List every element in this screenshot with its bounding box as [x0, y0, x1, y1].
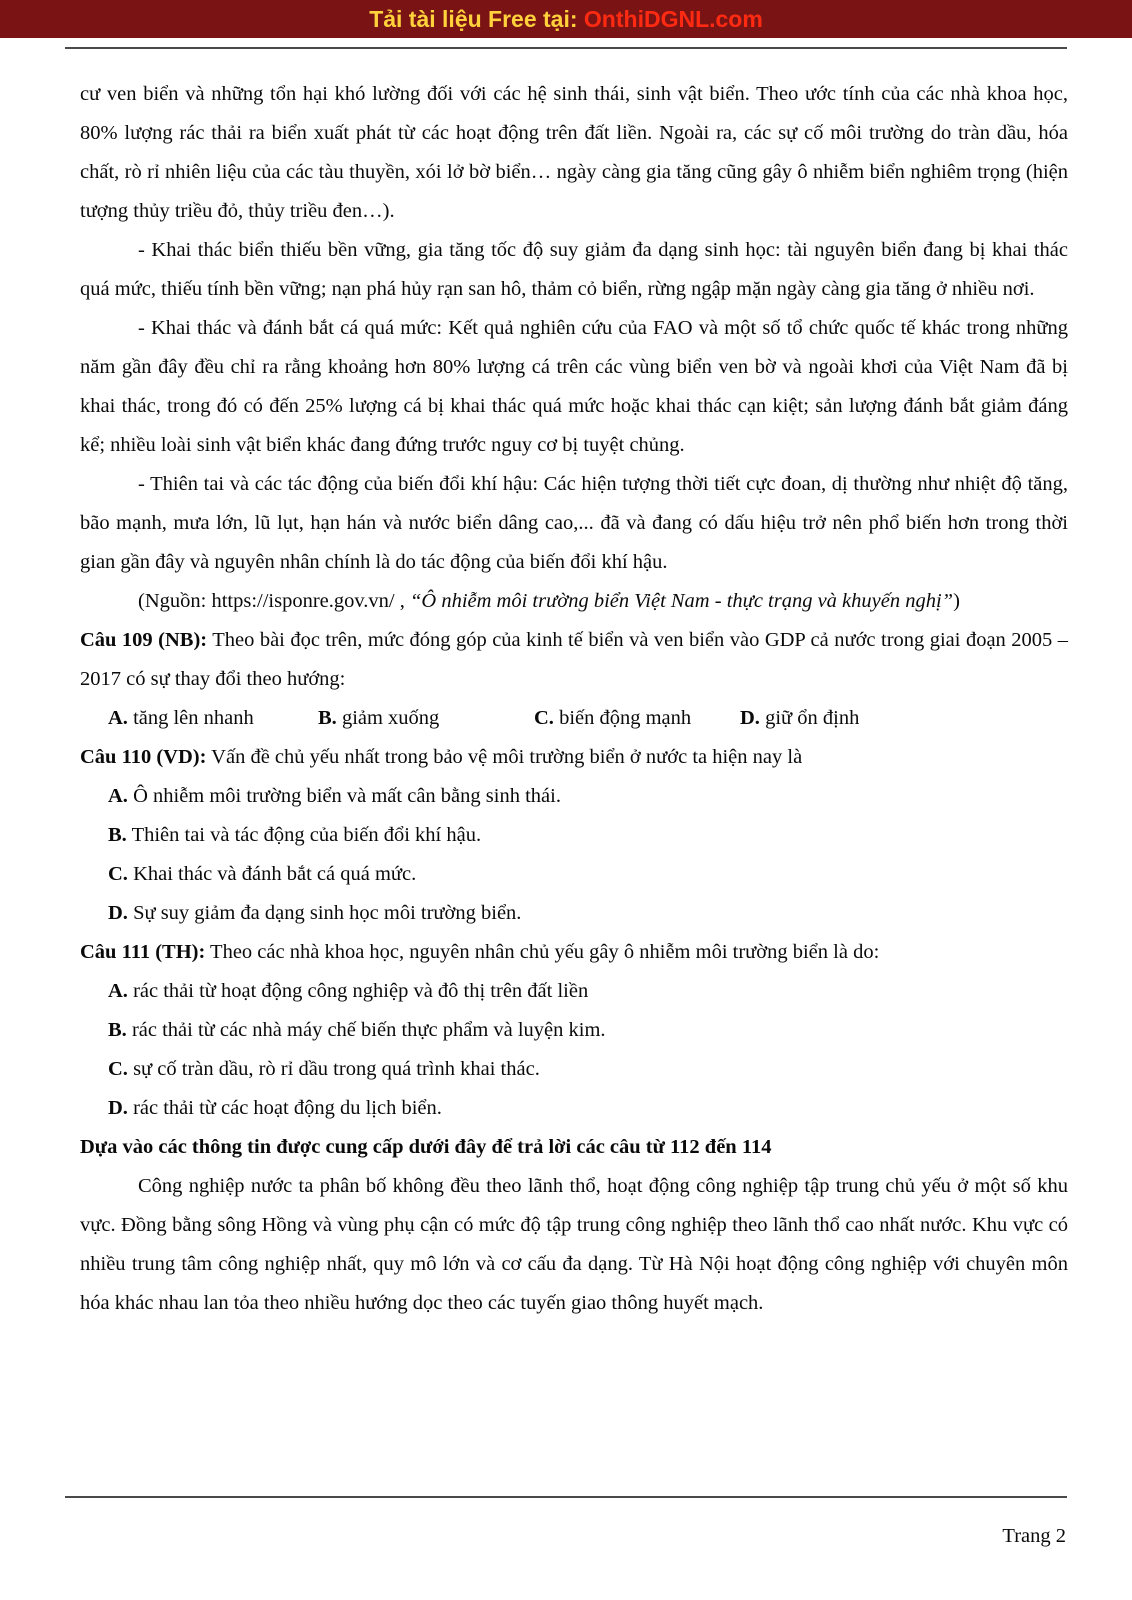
question-111-text	[80, 933, 1068, 972]
source-suffix: )	[953, 590, 960, 612]
passage-paragraph-last: Công nghiệp nước ta phân bố không đều theo lãnh thổ, hoạt động công nghiệp tập trung chủ yếu ở một số khu vực. Đồng bằng sông Hồng và vùng phụ cận có mức độ tập trung công nghiệp theo lãnh thổ cao nhất nước. Khu vực có nhiều trung tâm công nghiệp nhất, quy mô lớn và cơ cấu đa dạng. Từ Hà Nội hoạt động công nghiệp với chuyên môn hóa khác nhau lan tỏa theo nhiều hướng dọc theo các tuyến giao thông huyết mạch.	[80, 1175, 1068, 1314]
option-text: giảm xuống	[336, 707, 440, 729]
option-109-b	[318, 699, 534, 738]
question-111-label: Câu 111 (TH):	[80, 941, 206, 963]
option-109-d	[740, 699, 1068, 738]
option-text: tăng lên nhanh	[127, 707, 254, 729]
question-111	[80, 933, 1068, 1128]
passage-paragraph-4: - Thiên tai và các tác động của biến đổi khí hậu: Các hiện tượng thời tiết cực đoan, dị thường như nhiệt độ tăng, bão mạnh, mưa lớn, lũ lụt, hạn hán và nước biển dâng cao,... đã và đang có dấu hiệu trở nên phổ biến hơn trong thời gian gần đây và nguyên nhân chính là do tác động của biến đổi khí hậu.	[80, 473, 1068, 573]
option-letter: C.	[108, 1058, 128, 1080]
question-109-text	[80, 621, 1068, 699]
option-letter: C.	[108, 863, 128, 885]
banner-site-name: OnthiDGNL.com	[583, 6, 763, 32]
option-letter: D.	[740, 707, 760, 729]
option-text: Thiên tai và tác động của biến đổi khí hậu.	[126, 824, 482, 846]
option-110-a	[108, 777, 1068, 816]
option-111-b	[108, 1011, 1068, 1050]
question-110-text	[80, 738, 1068, 777]
question-110-stem: Vấn đề chủ yếu nhất trong bảo vệ môi trường biển ở nước ta hiện nay là	[206, 746, 803, 768]
option-text: rác thải từ các hoạt động du lịch biển.	[127, 1097, 442, 1119]
option-letter: A.	[108, 707, 128, 729]
option-letter: B.	[108, 824, 127, 846]
banner-text: Tải tài liệu Free tại:	[369, 6, 584, 32]
page-content	[0, 49, 1132, 1323]
option-text: Sự suy giảm đa dạng sinh học môi trường biển.	[127, 902, 522, 924]
option-111-d	[108, 1089, 1068, 1128]
option-letter: C.	[534, 707, 554, 729]
option-letter: A.	[108, 785, 128, 807]
option-text: rác thải từ các nhà máy chế biến thực phẩm và luyện kim.	[126, 1019, 606, 1041]
source-prefix: (Nguồn: https://isponre.gov.vn/ ,	[138, 590, 410, 612]
question-111-stem: Theo các nhà khoa học, nguyên nhân chủ yếu gây ô nhiễm môi trường biển là do:	[205, 941, 880, 963]
passage-paragraph-3: - Khai thác và đánh bắt cá quá mức: Kết quả nghiên cứu của FAO và một số tổ chức quốc tế khác trong những năm gần đây đều chỉ ra rằng khoảng hơn 80% lượng cá trên các vùng biển ven bờ và ngoài khơi của Việt Nam đã bị khai thác, trong đó có đến 25% lượng cá bị khai thác quá mức hoặc khai thác cạn kiệt; sản lượng đánh bắt giảm đáng kể; nhiều loài sinh vật biển khác đang đứng trước nguy cơ bị tuyệt chủng.	[80, 317, 1068, 456]
option-text: biến động mạnh	[553, 707, 692, 729]
option-text: sự cố tràn dầu, rò rỉ dầu trong quá trình khai thác.	[127, 1058, 540, 1080]
option-letter: A.	[108, 980, 128, 1002]
option-110-c	[108, 855, 1068, 894]
option-text: Khai thác và đánh bắt cá quá mức.	[127, 863, 417, 885]
option-text: giữ ổn định	[759, 707, 860, 729]
option-letter: B.	[108, 1019, 127, 1041]
question-109-options	[108, 699, 1068, 738]
page-number: Trang 2	[1002, 1525, 1066, 1547]
option-letter: D.	[108, 902, 128, 924]
option-letter: B.	[318, 707, 337, 729]
option-110-b	[108, 816, 1068, 855]
question-110-label: Câu 110 (VD):	[80, 746, 207, 768]
section-heading: Dựa vào các thông tin được cung cấp dưới đây để trả lời các câu từ 112 đến 114	[80, 1136, 772, 1158]
source-line	[80, 582, 1068, 621]
option-111-c	[108, 1050, 1068, 1089]
option-text: Ô nhiễm môi trường biển và mất cân bằng sinh thái.	[127, 785, 561, 807]
passage-paragraph-1: cư ven biển và những tổn hại khó lường đối với các hệ sinh thái, sinh vật biển. Theo ước tính của các nhà khoa học, 80% lượng rác thải ra biển xuất phát từ các hoạt động trên đất liền. Ngoài ra, các sự cố môi trường do tràn dầu, hóa chất, rò rỉ nhiên liệu của các tàu thuyền, xói lở bờ biển… ngày càng gia tăng cũng gây ô nhiễm biển nghiêm trọng (hiện tượng thủy triều đỏ, thủy triều đen…).	[80, 83, 1068, 222]
footer-divider	[65, 1496, 1067, 1498]
option-109-c	[534, 699, 740, 738]
question-109-label: Câu 109 (NB):	[80, 629, 208, 651]
passage-paragraph-2: - Khai thác biển thiếu bền vững, gia tăng tốc độ suy giảm đa dạng sinh học: tài nguyên biển đang bị khai thác quá mức, thiếu tính bền vững; nạn phá hủy rạn san hô, thảm cỏ biển, rừng ngập mặn ngày càng gia tăng ở nhiều nơi.	[80, 239, 1068, 300]
question-109-stem: Theo bài đọc trên, mức đóng góp của kinh tế biển và ven biển vào GDP cả nước trong giai đoạn 2005 – 2017 có sự thay đổi theo hướng:	[80, 629, 1068, 690]
question-110	[80, 738, 1068, 933]
question-109	[80, 621, 1068, 738]
option-letter: D.	[108, 1097, 128, 1119]
option-109-a	[108, 699, 318, 738]
source-title: “Ô nhiễm môi trường biển Việt Nam - thực trạng và khuyến nghị”	[410, 590, 954, 612]
header-banner	[0, 0, 1132, 38]
option-111-a	[108, 972, 1068, 1011]
option-110-d	[108, 894, 1068, 933]
option-text: rác thải từ hoạt động công nghiệp và đô thị trên đất liền	[127, 980, 589, 1002]
